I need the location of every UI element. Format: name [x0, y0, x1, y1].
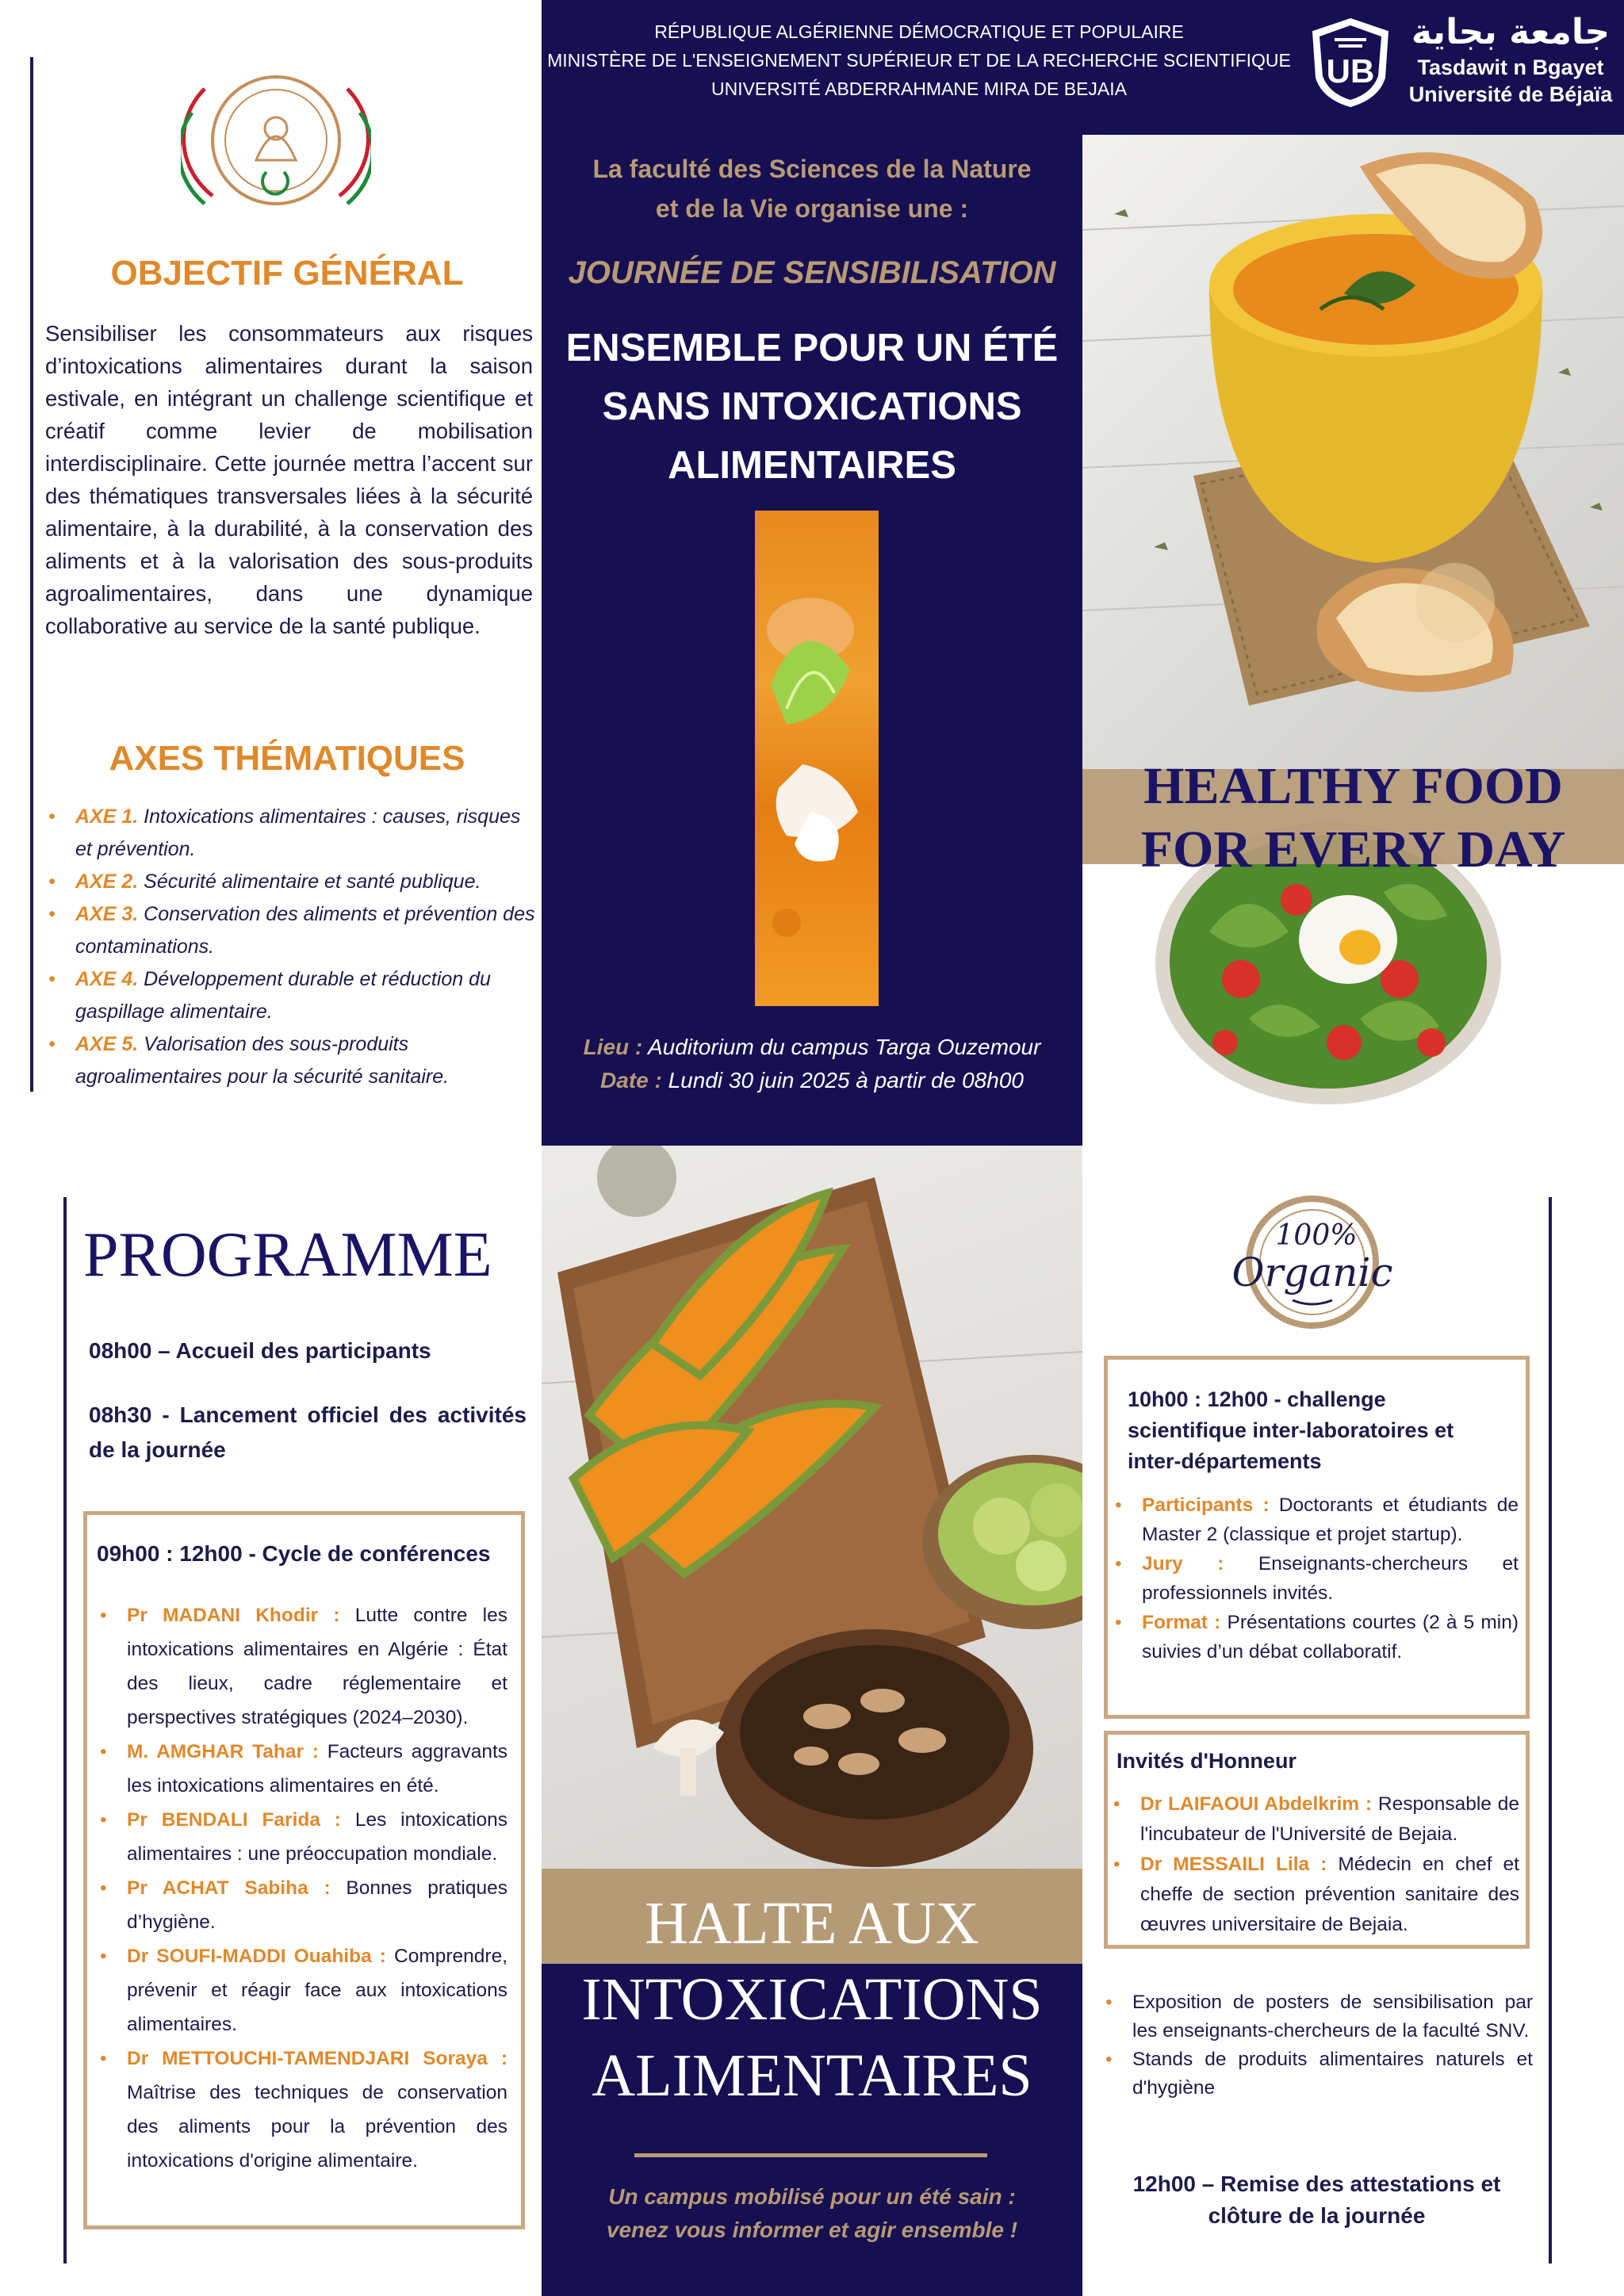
axe-item — [44, 801, 539, 866]
axe-text: Développement durable et réduction du gaspillage alimentaire. — [75, 968, 491, 1023]
objective-text: Sensibiliser les consommateurs aux risques d’intoxications alimentaires durant la saison estivale, en intégrant un challenge scientifique et créatif comme levier de mobilisation interdisciplinaire. Cette journée mettra l’accent sur des thématiques transversales liées à la sécurité alimentaire, à la durabilité, à la conservation des aliments et à la valorisation des sous-produits agroalimentaires, dans une dynamique collaborative au service de la santé publique. — [45, 321, 533, 638]
guest-name: Dr LAIFAOUI Abdelkrim : — [1140, 1793, 1373, 1815]
healthy-banner-text — [1082, 755, 1624, 882]
left-accent-line — [30, 57, 33, 1092]
challenge-label: Jury : — [1142, 1553, 1224, 1575]
speaker-name: Pr ACHAT Sabiha : — [127, 1877, 331, 1899]
healthy-line1: HEALTHY FOOD — [1143, 757, 1563, 815]
programme-accent-line — [63, 1197, 67, 2263]
logo-arabic: جامعة بجاية — [1411, 12, 1611, 52]
event-title — [542, 319, 1082, 495]
speaker-name: M. AMGHAR Tahar : — [127, 1741, 319, 1762]
challenge-text: Doctorants et étudiants de Master 2 (classique et projet startup). — [1142, 1494, 1519, 1545]
guest-item — [1109, 1850, 1519, 1940]
speaker-talk: Facteurs aggravants les intoxications alimentaires en été. — [127, 1741, 508, 1797]
logo-french: Université de Béjaïa — [1408, 82, 1613, 106]
soup-strip-image — [755, 511, 879, 1006]
halte-line1: HALTE AUX — [645, 1890, 979, 1957]
header-text — [542, 17, 1297, 103]
speaker-talk: Maîtrise des techniques de conservation des aliments pour la prévention des intoxications d'origine alimentaire. — [127, 2082, 508, 2172]
axes-list — [44, 801, 539, 1093]
logo-monogram: UB — [1326, 52, 1375, 90]
speaker-name: Dr SOUFI-MADDI Ouahiba : — [127, 1946, 386, 1967]
header-ministry: MINISTÈRE DE L'ENSEIGNEMENT SUPÉRIEUR ET DE LA RECHERCHE SCIENTIFIQUE — [547, 50, 1291, 71]
guest-name: Dr MESSAILI Lila : — [1140, 1854, 1327, 1875]
location-line — [542, 1031, 1082, 1064]
extra-item: • Stands de produits alimentaires naturels et d'hygiène — [1101, 2045, 1533, 2103]
place-value: Auditorium du campus Targa Ouzemour — [647, 1035, 1041, 1059]
halte-line3: ALIMENTAIRES — [592, 2042, 1032, 2109]
extra-item: • Exposition de posters de sensibilisation par les enseignants-chercheurs de la faculté SNV. — [1101, 1988, 1533, 2045]
university-name-block — [1404, 11, 1618, 108]
axe-item — [44, 898, 539, 963]
objective-title: OBJECTIF GÉNÉRAL — [110, 254, 464, 293]
roasted-pumpkin-photo — [542, 1146, 1082, 1869]
slogan-line2: venez vous informer et agir ensemble ! — [606, 2218, 1018, 2242]
challenge-item — [1110, 1608, 1519, 1667]
challenge-text: Présentations courtes (2 à 5 min) suivies d’un débat collaboratif. — [1142, 1612, 1519, 1663]
speaker-item — [95, 1803, 508, 1871]
axe-label: AXE 5. — [75, 1033, 139, 1055]
organic-word: Organic — [1231, 1249, 1393, 1295]
slogan-line1: Un campus mobilisé pour un été sain : — [608, 2184, 1016, 2209]
organic-stamp — [1205, 1189, 1419, 1336]
halte-line2: INTOXICATIONS — [581, 1966, 1043, 2033]
organic-percent: 100% — [1275, 1219, 1358, 1252]
axe-label: AXE 2. — [75, 871, 139, 893]
event-title-line1: ENSEMBLE POUR UN ÉTÉ — [565, 327, 1059, 369]
axe-item — [44, 1028, 539, 1093]
right-accent-line — [1549, 1197, 1552, 2263]
extras-list — [1101, 1988, 1533, 2103]
challenge-item — [1110, 1549, 1519, 1608]
intro-text — [542, 149, 1082, 228]
challenge-label: Format : — [1142, 1612, 1221, 1633]
event-title-line2: SANS INTOXICATIONS — [602, 385, 1022, 428]
intro-line2: et de la Vie organise une : — [655, 194, 969, 223]
guests-list — [1109, 1789, 1519, 1940]
guest-item — [1109, 1789, 1519, 1850]
header-republic: RÉPUBLIQUE ALGÉRIENNE DÉMOCRATIQUE ET POPULAIRE — [654, 21, 1184, 42]
event-title-line3: ALIMENTAIRES — [668, 444, 956, 487]
date-value: Lundi 30 juin 2025 à partir de 08h00 — [668, 1068, 1024, 1093]
header-university: UNIVERSITÉ ABDERRAHMANE MIRA DE BEJAIA — [710, 78, 1127, 99]
date-label: Date : — [600, 1068, 662, 1093]
challenge-title: 10h00 : 12h00 - challenge scientifique inter-laboratoires et inter-départements — [1128, 1387, 1454, 1473]
closing-line1: 12h00 – Remise des attestations et — [1132, 2172, 1501, 2196]
logo-kabyle: Tasdawit n Bgayet — [1417, 55, 1604, 79]
speaker-item — [95, 2042, 508, 2178]
axe-label: AXE 4. — [75, 968, 139, 990]
speaker-item — [95, 1939, 508, 2042]
axes-title: AXES THÉMATIQUES — [109, 739, 465, 778]
event-type: JOURNÉE DE SENSIBILISATION — [568, 255, 1056, 290]
guests-title: Invités d'Honneur — [1116, 1749, 1297, 1773]
date-line — [542, 1064, 1082, 1097]
speaker-name: Pr MADANI Khodir : — [127, 1605, 340, 1626]
guest-role: Médecin en chef et cheffe de section prévention sanitaire des œuvres universitaire de Bejaia. — [1140, 1854, 1519, 1935]
speaker-item — [95, 1598, 508, 1735]
intro-line1: La faculté des Sciences de la Nature — [592, 155, 1032, 183]
programme-title: PROGRAMME — [83, 1220, 492, 1290]
programme-item-launch: 08h30 - Lancement officiel des activités de la journée — [89, 1402, 527, 1462]
speakers-list — [95, 1598, 508, 2178]
programme-item-welcome: 08h00 – Accueil des participants — [89, 1338, 431, 1363]
axe-label: AXE 1. — [75, 806, 139, 828]
speaker-item — [95, 1871, 508, 1939]
axe-item — [44, 866, 539, 898]
challenge-label: Participants : — [1142, 1494, 1270, 1516]
axe-text: Intoxications alimentaires : causes, risques et prévention. — [75, 806, 521, 860]
pumpkin-soup-photo — [1082, 135, 1624, 769]
axe-text: Sécurité alimentaire et santé publique. — [144, 871, 481, 893]
speaker-talk: Les intoxications alimentaires : une préoccupation mondiale. — [127, 1809, 508, 1865]
challenge-item — [1110, 1490, 1519, 1549]
axe-label: AXE 3. — [75, 903, 139, 925]
guest-role: Responsable de l'incubateur de l'Université de Bejaia. — [1140, 1793, 1519, 1845]
axe-text: Valorisation des sous-produits agroalimentaires pour la sécurité sanitaire. — [75, 1033, 450, 1088]
halte-slogan — [542, 2180, 1082, 2247]
event-location — [542, 1031, 1082, 1097]
challenge-list — [1110, 1490, 1519, 1667]
speaker-name: Pr BENDALI Farida : — [127, 1809, 341, 1831]
speaker-talk: Comprendre, prévenir et réagir face aux intoxications alimentaires. — [127, 1946, 508, 2035]
axe-item — [44, 963, 539, 1028]
closing-text — [1104, 2168, 1530, 2232]
healthy-line2: FOR EVERY DAY — [1140, 821, 1566, 878]
speaker-item — [95, 1735, 508, 1803]
closing-line2: clôture de la journée — [1208, 2203, 1426, 2228]
challenge-text: Enseignants-chercheurs et professionnels invités. — [1142, 1553, 1519, 1604]
halte-title — [542, 1885, 1082, 2114]
axe-text: Conservation des aliments et prévention des contaminations. — [75, 903, 535, 958]
speaker-name: Dr METTOUCHI-TAMENDJARI Soraya : — [127, 2048, 508, 2069]
university-logo — [1308, 16, 1392, 109]
conferences-title: 09h00 : 12h00 - Cycle de conférences — [97, 1541, 491, 1566]
speaker-talk: Bonnes pratiques d’hygiène. — [127, 1877, 508, 1933]
place-label: Lieu : — [583, 1035, 643, 1059]
ministry-seal — [181, 65, 371, 216]
speaker-talk: Lutte contre les intoxications alimentaires en Algérie : État des lieux, cadre réglementaire et perspectives stratégiques (2024–2030). — [127, 1605, 508, 1728]
halte-divider — [634, 2153, 987, 2157]
